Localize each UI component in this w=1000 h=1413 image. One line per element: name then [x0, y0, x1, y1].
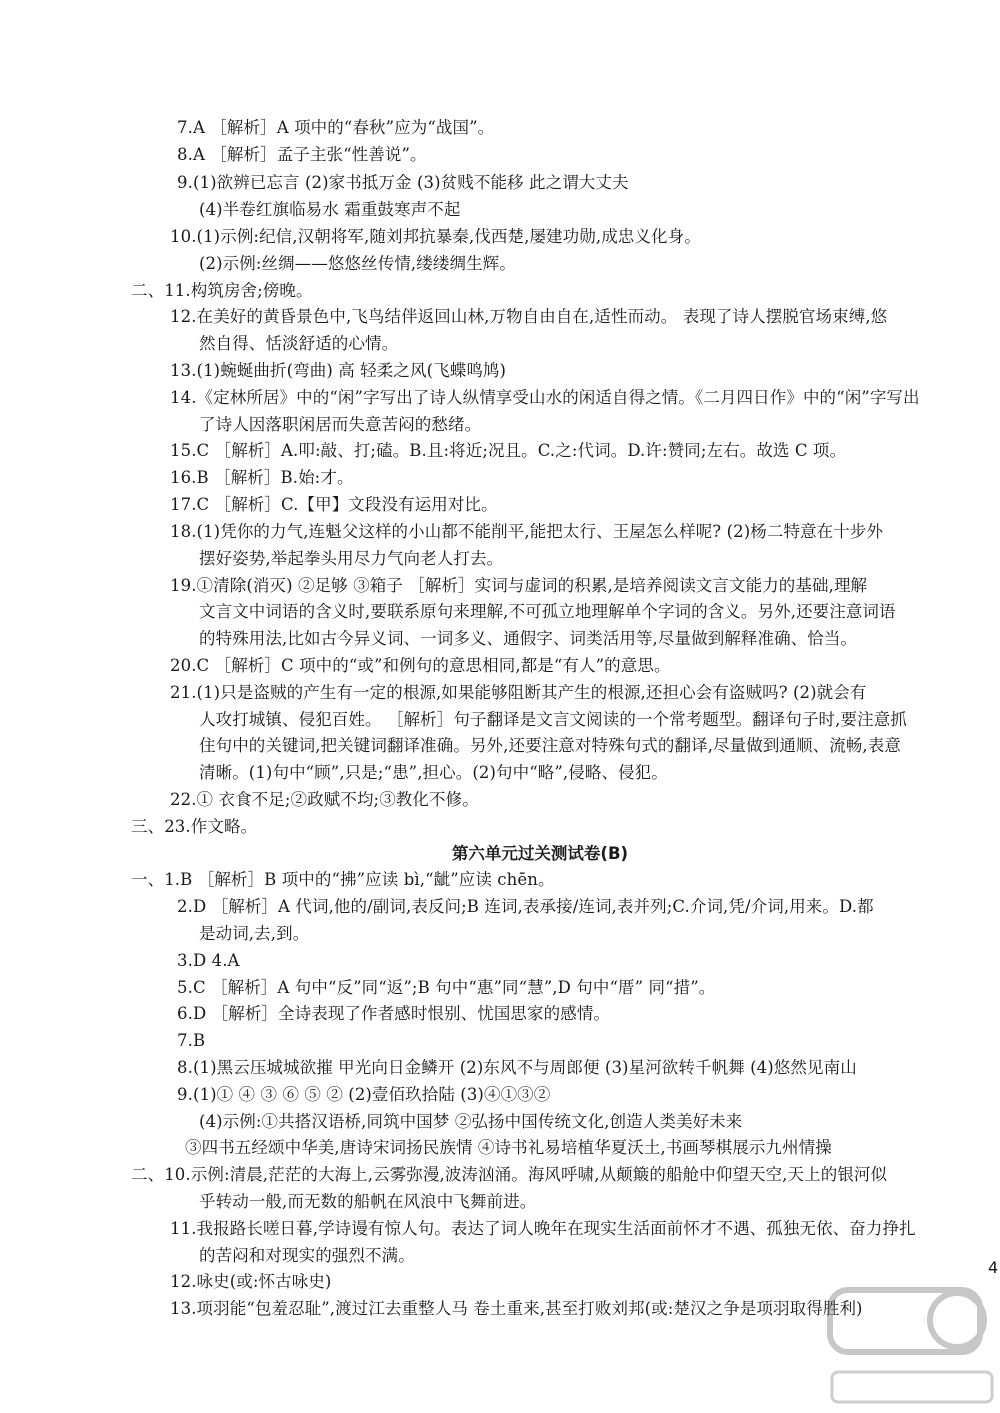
answer-line: 11.我报路长嗟日暮,学诗谩有惊人句。表达了词人晚年在现实生活面前怀才不遇、孤独无依、奋力挣扎	[170, 1219, 916, 1238]
answer-line: 清晰。(1)句中“顾”,只是;“患”,担心。(2)句中“略”,侵略、侵犯。	[199, 763, 668, 782]
answer-line: (4)示例:①共搭汉语桥,同筑中国梦 ②弘扬中国传统文化,创造人类美好未来	[199, 1112, 743, 1131]
answer-line: 8.(1)黑云压城城欲摧 甲光向日金鳞开 (2)东风不与周郎便 (3)星河欲转千帆舞 (4)悠然见南山	[177, 1058, 857, 1077]
answer-line: 18.(1)凭你的力气,连魁父这样的小山都不能削平,能把太行、王屋怎么样呢? (2)杨二特意在十步外	[170, 522, 884, 541]
answer-line: 16.B ［解析］B.始:才。	[170, 468, 354, 487]
answer-line: 然自得、恬淡舒适的心情。	[199, 334, 399, 353]
answer-line: 17.C ［解析］C.【甲】文段没有运用对比。	[170, 495, 498, 514]
answer-line: 的苦闷和对现实的强烈不满。	[199, 1246, 415, 1265]
answer-line: 住句中的关键词,把关键词翻译准确。另外,还要注意对特殊句式的翻译,尽量做到通顺、流畅,表意	[199, 736, 901, 755]
answer-line: 9.(1)欲辨已忘言 (2)家书抵万金 (3)贫贱不能移 此之谓大丈夫	[177, 173, 629, 192]
answer-line: 二、10.示例:清晨,茫茫的大海上,云雾弥漫,波涛汹涌。海风呼啸,从颠簸的船舱中仰望天空,天上的银河似	[131, 1165, 888, 1184]
answer-line: (4)半卷红旗临易水 霜重鼓寒声不起	[199, 200, 461, 219]
answer-line: 一、1.B ［解析］B 项中的“拂”应读 bì,“龇”应读 chēn。	[131, 870, 555, 889]
answer-line: 10.(1)示例:纪信,汉朝将军,随刘邦抗暴秦,伐西楚,屡建功勋,成忠义化身。	[170, 227, 701, 246]
answer-line: 22.① 衣食不足;②政赋不均;③教化不修。	[170, 790, 479, 809]
answer-line: 15.C ［解析］A.叩:敲、打;磕。B.且:将近;况且。C.之:代词。D.许:赞同;左右。故选 C 项。	[170, 441, 847, 460]
answer-line: 了诗人因落职闲居而失意苦闷的愁绪。	[199, 415, 482, 434]
answer-line: 13.项羽能“包羞忍耻”,渡过江去重整人马 卷土重来,甚至打败刘邦(或:楚汉之争是项羽取得胜利)	[170, 1299, 863, 1318]
answer-line: 20.C ［解析］C 项中的“或”和例句的意思相同,都是“有人”的意思。	[170, 656, 671, 675]
answer-line: 9.(1)① ④ ③ ⑥ ⑤ ② (2)壹佰玖拾陆 (3)④①③②	[177, 1085, 551, 1104]
answer-line: 乎转动一般,而无数的船帆在风浪中飞舞前进。	[199, 1192, 537, 1211]
answer-line: 13.(1)蜿蜒曲折(弯曲) 高 轻柔之风(飞蝶鸣鸠)	[170, 361, 507, 380]
answer-line: (2)示例:丝绸——悠悠丝传情,缕缕绸生辉。	[199, 254, 516, 273]
answer-line: 3.D 4.A	[177, 951, 240, 970]
page-number: 4	[988, 1258, 999, 1277]
answer-line: 7.A ［解析］A 项中的“春秋”应为“战国”。	[177, 118, 495, 137]
answer-line: 19.①清除(消灭) ②足够 ③箱子 ［解析］实词与虚词的积累,是培养阅读文言文能力的基础,理解	[170, 576, 868, 595]
answer-line: 是动词,去,到。	[199, 924, 310, 943]
answer-line: 5.C ［解析］A 句中“反”同“返”;B 句中“惠”同“慧”,D 句中“厝” 同“措”。	[177, 978, 716, 997]
section-title: 第六单元过关测试卷(B)	[451, 844, 629, 863]
answer-line: 的特殊用法,比如古今异义词、一词多义、通假字、词类活用等,尽量做到解释准确、恰当。	[199, 629, 858, 648]
answer-line: ③四书五经颂中华美,唐诗宋词扬民族情 ④诗书礼易培植华夏沃土,书画琴棋展示九州情操	[185, 1138, 832, 1157]
answer-line: 二、11.构筑房舍;傍晚。	[131, 281, 313, 300]
answer-line: 2.D ［解析］A 代词,他的/副词,表反问;B 连词,表承接/连词,表并列;C.介词,凭/介词,用来。D.都	[177, 897, 874, 916]
answer-line: 7.B	[177, 1031, 206, 1050]
answer-line: 14.《定林所居》中的“闲”字写出了诗人纵情享受山水的闲适自得之情。《二月四日作》中的“闲”字写出	[170, 388, 920, 407]
answer-line: 人攻打城镇、侵犯百姓。 ［解析］句子翻译是文言文阅读的一个常考题型。翻译句子时,要注意抓	[199, 710, 907, 729]
answer-line: 21.(1)只是盗贼的产生有一定的根源,如果能够阻断其产生的根源,还担心会有盗贼吗? (2)就会有	[170, 683, 867, 702]
answer-line: 12.在美好的黄昏景色中,飞鸟结伴返回山林,万物自由自在,适性而动。 表现了诗人摆脱官场束缚,悠	[170, 307, 888, 326]
answer-line: 摆好姿势,举起拳头用尽力气向老人打去。	[199, 549, 504, 568]
answer-line: 12.咏史(或:怀古咏史)	[170, 1272, 332, 1291]
answer-line: 三、23.作文略。	[131, 817, 258, 836]
answer-line: 6.D ［解析］全诗表现了作者感时恨别、忧国思家的感情。	[177, 1004, 611, 1023]
answer-line: 文言文中词语的含义时,要联系原句来理解,不可孤立地理解单个字词的含义。另外,还要注意词语	[199, 602, 896, 621]
watermark-logo-icon	[812, 1268, 1000, 1413]
answer-line: 8.A ［解析］孟子主张“性善说”。	[177, 145, 427, 164]
